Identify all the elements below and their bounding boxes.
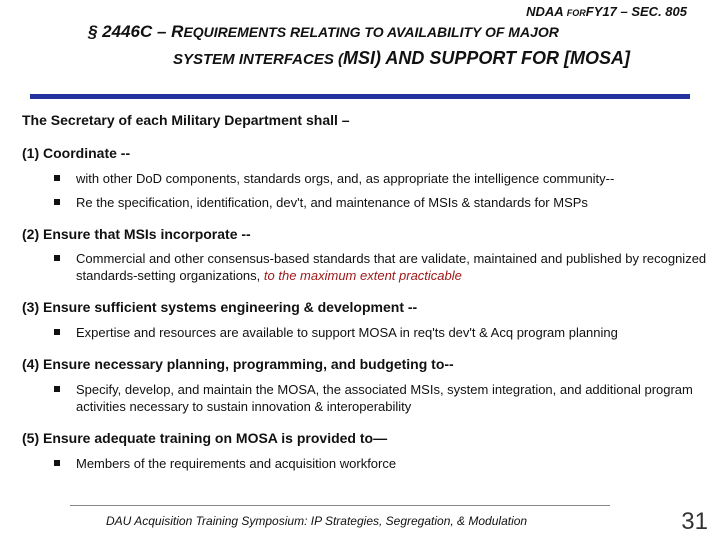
section-1-heading: (1) Coordinate -- xyxy=(22,145,131,161)
bullet-square-icon xyxy=(54,329,60,335)
intro-text: The Secretary of each Military Department shall – xyxy=(22,112,350,128)
page-number: 31 xyxy=(681,508,708,535)
bullet-square-icon xyxy=(54,460,60,466)
footer-text: DAU Acquisition Training Symposium: IP Strategies, Segregation, & Modulation xyxy=(106,514,528,528)
section-3-heading: (3) Ensure sufficient systems engineering & development -- xyxy=(22,299,418,315)
slide-title-line2: SYSTEM INTERFACES (MSI) AND SUPPORT FOR [MOSA] xyxy=(173,48,631,68)
bullet-square-icon xyxy=(54,255,60,261)
section-2-heading: (2) Ensure that MSIs incorporate -- xyxy=(22,226,251,242)
bullet-square-icon xyxy=(54,175,60,181)
document-reference: NDAA FORFY17 – SEC. 805 xyxy=(526,4,687,19)
footer-divider xyxy=(70,505,610,506)
emphasis-text: to the maximum extent practicable xyxy=(263,268,462,283)
title-divider xyxy=(30,94,690,99)
slide-title-line1: § 2446C – REQUIREMENTS RELATING TO AVAILABILITY OF MAJOR xyxy=(88,22,559,41)
section-5-heading: (5) Ensure adequate training on MOSA is provided to— xyxy=(22,430,388,446)
section-4-heading: (4) Ensure necessary planning, programming, and budgeting to-- xyxy=(22,356,454,372)
bullet-square-icon xyxy=(54,386,60,392)
bullet-square-icon xyxy=(54,199,60,205)
